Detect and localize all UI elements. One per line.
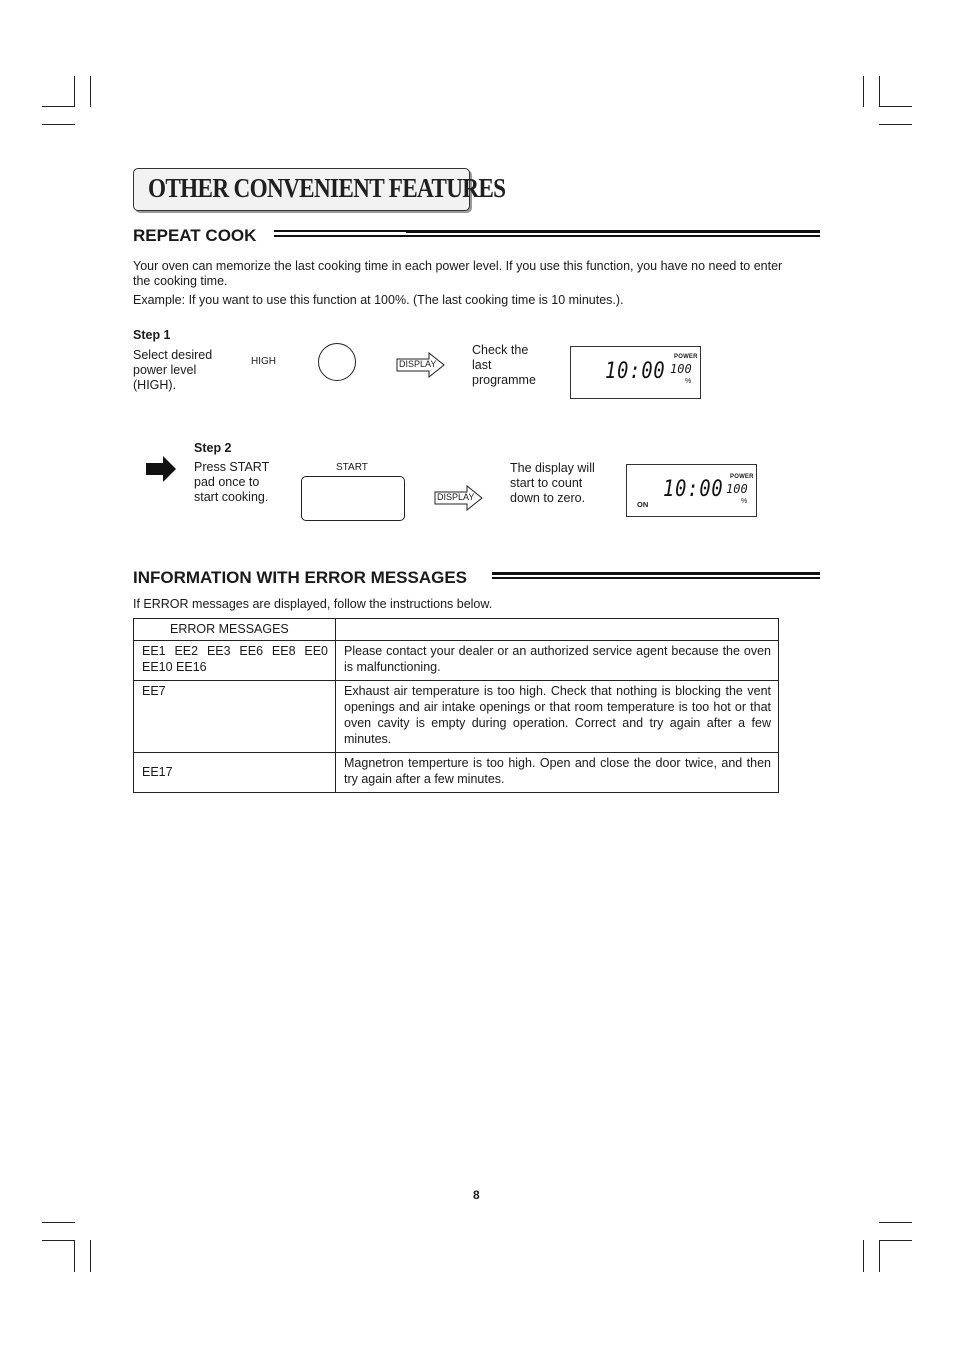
error-message-cell: Magnetron temperture is too high. Open and close the door twice, and then try again after a few minutes.: [336, 753, 779, 793]
step2-line: Press START: [194, 460, 270, 474]
display-power-label: POWER: [730, 474, 754, 480]
arrow-label: DISPLAY: [399, 359, 437, 369]
step2-result-line: start to count: [510, 476, 583, 490]
heading-rule-heavy: [406, 230, 820, 237]
oven-display-step2: [626, 464, 757, 517]
arrow-label: DISPLAY: [437, 492, 475, 502]
heading-rule-light: [274, 230, 409, 237]
table-header-row: [134, 619, 779, 641]
error-table: [133, 618, 779, 793]
step2-instructions: [194, 460, 269, 505]
page-title: OTHER CONVENIENT FEATURES: [148, 173, 506, 203]
intro-line-1: Your oven can memorize the last cooking time in each power level. If you use this function, you have no need to enter: [133, 259, 783, 273]
step1-line: Select desired: [133, 348, 213, 362]
display-time: 10:00: [663, 477, 724, 502]
step1-result: [472, 343, 536, 388]
error-intro: If ERROR messages are displayed, follow the instructions below.: [133, 597, 493, 611]
table-header-cell: ERROR MESSAGES: [134, 619, 336, 641]
error-message-cell: Please contact your dealer or an authorized service agent because the oven is malfunctioning.: [336, 641, 779, 681]
error-messages-heading: INFORMATION WITH ERROR MESSAGES: [133, 568, 468, 587]
error-codes: EE17: [142, 765, 173, 779]
step2-label: Step 2: [194, 441, 232, 455]
start-button-label: START: [336, 462, 368, 473]
step1-result-line: last: [472, 358, 492, 372]
step2-result-line: down to zero.: [510, 491, 586, 505]
error-message-cell: Exhaust air temperature is too high. Check that nothing is blocking the vent openings and air intake openings or that room temperature is too hot or that oven cavity is empty during operation. Correct and try again after a few minutes.: [336, 681, 779, 753]
step1-instructions: [133, 348, 212, 393]
display-power-value: 100: [670, 362, 692, 376]
display-power-value: 100: [726, 482, 748, 496]
step1-label: Step 1: [133, 328, 171, 342]
repeat-cook-heading: REPEAT COOK: [133, 226, 257, 245]
table-row: [134, 753, 779, 793]
error-codes: EE1 EE2 EE3 EE6 EE8 EE0: [142, 644, 328, 658]
start-button[interactable]: [301, 476, 405, 521]
error-codes-cell: [134, 641, 336, 681]
repeat-cook-example: Example: If you want to use this function at 100%. (The last cooking time is 10 minutes.).: [133, 293, 624, 307]
error-codes-cell: [134, 681, 336, 753]
step2-line: pad once to: [194, 475, 260, 489]
high-button-label: HIGH: [251, 356, 276, 367]
display-on-indicator: ON: [637, 500, 649, 509]
display-time: 10:00: [605, 359, 666, 384]
step2-line: start cooking.: [194, 490, 269, 504]
oven-display-step1: [570, 346, 701, 399]
step1-result-line: Check the: [472, 343, 529, 357]
error-codes: EE10 EE16: [142, 660, 207, 674]
error-codes-cell: [134, 753, 336, 793]
repeat-cook-intro: [133, 259, 833, 289]
display-percent-sign: %: [685, 378, 692, 385]
high-power-button[interactable]: [318, 343, 356, 381]
step1-result-line: programme: [472, 373, 536, 387]
display-arrow-icon: [396, 352, 446, 378]
step2-result-line: The display will: [510, 461, 595, 475]
step2-result: [510, 461, 595, 506]
heading-rule-heavy: [492, 572, 820, 579]
table-row: [134, 681, 779, 753]
display-percent-sign: %: [741, 498, 748, 505]
page-title-box: [133, 168, 506, 211]
next-step-arrow-icon: [146, 456, 176, 482]
display-arrow-icon: [434, 485, 484, 511]
display-power-label: POWER: [674, 354, 698, 360]
error-codes: EE7: [142, 684, 166, 698]
intro-line-2: the cooking time.: [133, 274, 228, 288]
table-row: [134, 641, 779, 681]
table-header-cell-empty: [336, 619, 779, 641]
step1-line: (HIGH).: [133, 378, 177, 392]
page-number: 8: [473, 1188, 480, 1202]
step1-line: power level: [133, 363, 197, 377]
